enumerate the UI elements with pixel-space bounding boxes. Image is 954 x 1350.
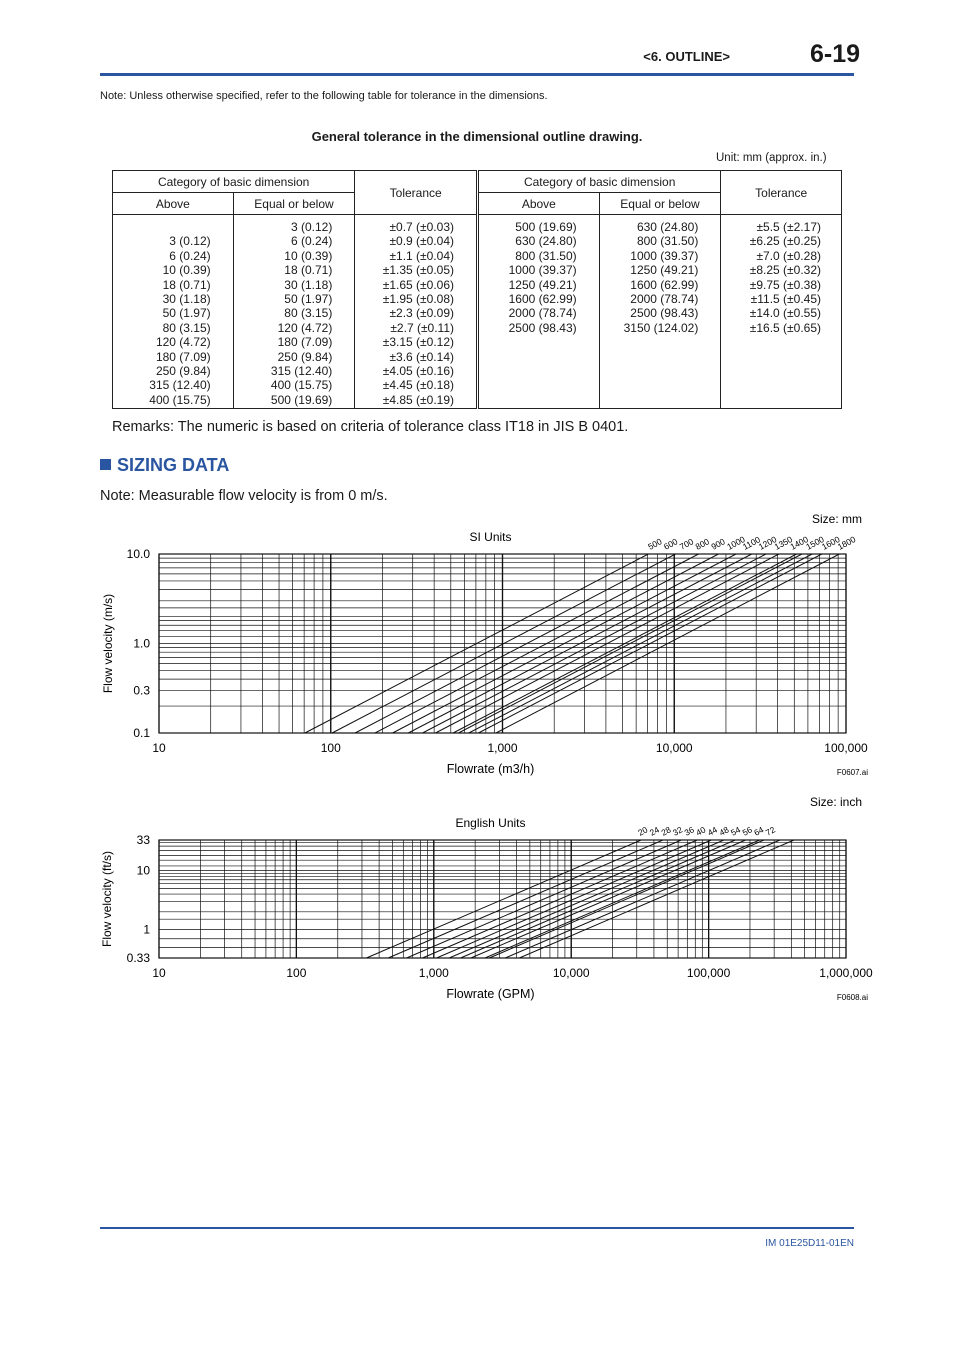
table-cell: 10 (0.39) — [162, 263, 211, 278]
series-label: 28 — [659, 824, 673, 838]
table-cell: 1000 (39.37) — [508, 263, 577, 278]
table-cell: ±4.05 (±0.16) — [382, 364, 454, 379]
series-label: 1350 — [772, 534, 795, 552]
tolerance-header: Tolerance — [721, 171, 842, 215]
x-tick-label: 10,000 — [655, 741, 693, 755]
section-header: <6. OUTLINE> — [643, 49, 730, 64]
series-label: 1800 — [835, 534, 858, 552]
table-cell: 18 (0.71) — [284, 263, 333, 278]
series-label: 500 — [646, 536, 664, 552]
table-cell: 18 (0.71) — [162, 277, 211, 292]
table-cell — [113, 220, 211, 234]
equal-below-header: Equal or below — [233, 193, 355, 215]
tolerance-note: Note: Unless otherwise specified, refer to the following table for tolerance in the dimensions. — [100, 90, 548, 102]
chart-title: SI Units — [469, 530, 512, 544]
table-cell: ±7.0 (±0.28) — [756, 248, 821, 263]
table-cell: ±11.5 (±0.45) — [750, 292, 821, 307]
table-cell: 1600 (62.99) — [508, 292, 577, 307]
tolerance-column — [355, 215, 477, 409]
above-column — [113, 215, 234, 409]
y-axis-label: Flow velocity (ft/s) — [100, 850, 114, 948]
table-cell: 80 (3.15) — [162, 320, 211, 335]
x-tick-label: 10 — [152, 741, 166, 755]
table-cell: 2500 (98.43) — [630, 306, 699, 321]
table-title: General tolerance in the dimensional outline drawing. — [311, 129, 643, 144]
series-label: 72 — [763, 824, 777, 838]
series-label: 20 — [636, 824, 650, 838]
tolerance-table-left — [112, 170, 477, 409]
series-line — [449, 840, 724, 958]
table-cell: ±8.25 (±0.32) — [749, 263, 821, 278]
flow-note: Note: Measurable flow velocity is from 0 m/s. — [100, 488, 388, 504]
table-cell: ±2.7 (±0.11) — [390, 320, 454, 335]
si-units-chart — [0, 508, 954, 790]
page-number: 6-19 — [810, 40, 861, 68]
table-cell: 6 (0.24) — [290, 234, 333, 249]
y-tick-label: 10.0 — [126, 547, 150, 561]
table-cell: ±16.5 (±0.65) — [749, 320, 821, 335]
table-cell: 400 (15.75) — [270, 378, 333, 393]
table-cell: 630 (24.80) — [515, 234, 577, 249]
document-code: IM 01E25D11-01EN — [765, 1238, 854, 1249]
equal-below-header: Equal or below — [599, 193, 721, 215]
y-tick-label: 0.3 — [133, 683, 150, 698]
series-label: 1200 — [756, 534, 779, 552]
table-cell: 50 (1.97) — [162, 306, 211, 321]
table-cell: 180 (7.09) — [155, 349, 211, 364]
table-cell: 10 (0.39) — [284, 248, 333, 263]
category-header: Category of basic dimension — [479, 171, 721, 193]
table-cell: 400 (15.75) — [149, 392, 211, 407]
x-tick-label: 1,000 — [487, 741, 518, 755]
table-cell: 30 (1.18) — [284, 277, 333, 292]
table-cell: 250 (9.84) — [155, 364, 211, 379]
tolerance-header: Tolerance — [355, 171, 477, 215]
x-tick-label: 100,000 — [824, 741, 868, 755]
figure-id: F0608.ai — [836, 993, 868, 1002]
above-header: Above — [113, 193, 234, 215]
table-cell: ±6.25 (±0.25) — [749, 234, 821, 249]
x-tick-label: 1,000,000 — [819, 966, 873, 980]
series-label: 1500 — [804, 534, 826, 552]
table-cell: ±2.3 (±0.09) — [389, 306, 454, 321]
table-cell: 2500 (98.43) — [508, 320, 577, 335]
table-cell: 3 (0.12) — [290, 220, 333, 234]
table-cell: ±5.5 (±2.17) — [756, 220, 821, 234]
header-rule — [100, 73, 854, 76]
series-label: 56 — [740, 824, 754, 838]
series-label: 1100 — [741, 534, 762, 552]
series-line — [437, 840, 712, 958]
table-cell: 50 (1.97) — [284, 292, 333, 307]
series-line — [489, 840, 764, 958]
table-unit: Unit: mm (approx. in.) — [716, 152, 827, 164]
table-cell: 500 (19.69) — [270, 392, 333, 407]
tolerance-column — [721, 215, 842, 409]
table-cell: 800 (31.50) — [515, 248, 577, 263]
section-title-text: SIZING DATA — [117, 455, 230, 475]
table-cell: ±4.85 (±0.19) — [382, 392, 454, 407]
table-cell: 1600 (62.99) — [630, 277, 699, 292]
table-cell: ±14.0 (±0.55) — [749, 306, 821, 321]
x-tick-label: 10 — [152, 966, 166, 980]
figure-id: F0607.ai — [836, 768, 868, 777]
y-tick-label: 1.0 — [133, 636, 150, 651]
series-label: 800 — [693, 536, 711, 552]
series-label: 54 — [729, 824, 743, 838]
chart-title: English Units — [455, 816, 526, 830]
equal-below-column — [233, 215, 355, 409]
table-cell: 250 (9.84) — [277, 349, 333, 364]
series-label: 32 — [671, 824, 685, 838]
table-cell: ±9.75 (±0.38) — [749, 277, 821, 292]
y-axis-label: Flow velocity (m/s) — [101, 593, 115, 694]
table-cell: ±1.65 (±0.06) — [382, 277, 454, 292]
square-bullet-icon — [100, 459, 111, 470]
series-label: 24 — [647, 824, 661, 838]
tolerance-table-right — [478, 170, 842, 409]
x-tick-label: 100 — [320, 741, 341, 755]
x-tick-label: 1,000 — [418, 966, 449, 980]
x-axis-label: Flowrate (GPM) — [446, 987, 535, 1001]
size-label: Size: inch — [809, 795, 862, 809]
series-line — [505, 840, 780, 958]
series-label: 1600 — [820, 534, 842, 552]
y-tick-label: 0.1 — [133, 726, 150, 740]
table-cell: 3150 (124.02) — [623, 320, 699, 335]
table-cell: ±3.15 (±0.12) — [382, 335, 454, 350]
x-tick-label: 100,000 — [686, 966, 731, 980]
table-cell: 800 (31.50) — [636, 234, 699, 249]
table-cell: 3 (0.12) — [169, 234, 211, 249]
size-label: Size: mm — [811, 512, 862, 526]
x-tick-label: 10,000 — [552, 966, 590, 980]
series-label: 900 — [709, 536, 727, 552]
table-cell: 1250 (49.21) — [630, 263, 699, 278]
table-cell: ±3.6 (±0.14) — [389, 349, 454, 364]
table-cell: 6 (0.24) — [169, 248, 211, 263]
english-units-chart — [0, 792, 954, 1007]
series-line — [366, 840, 641, 958]
table-cell: 315 (12.40) — [270, 364, 333, 379]
table-cell: 315 (12.40) — [149, 378, 211, 393]
equal-below-column — [599, 215, 721, 409]
remarks: Remarks: The numeric is based on criteria of tolerance class IT18 in JIS B 0401. — [112, 419, 629, 435]
table-cell: 1250 (49.21) — [508, 277, 577, 292]
y-tick-label: 1 — [143, 922, 150, 937]
series-line — [471, 840, 746, 958]
series-line — [460, 840, 735, 958]
above-column — [479, 215, 600, 409]
table-cell: ±1.35 (±0.05) — [382, 263, 454, 278]
series-label: 64 — [752, 824, 766, 838]
footer-rule — [100, 1227, 854, 1229]
table-cell: ±1.95 (±0.08) — [382, 292, 454, 307]
table-cell: 80 (3.15) — [284, 306, 333, 321]
table-cell: 2000 (78.74) — [508, 306, 577, 321]
series-label: 1000 — [725, 534, 747, 552]
section-title — [100, 455, 229, 476]
table-cell: 500 (19.69) — [515, 220, 577, 234]
series-label: 1400 — [788, 534, 810, 552]
table-cell: 30 (1.18) — [162, 292, 211, 307]
y-tick-label: 10 — [136, 863, 150, 878]
series-label: 700 — [677, 536, 696, 552]
table-cell: ±4.45 (±0.18) — [382, 378, 454, 393]
x-axis-label: Flowrate (m3/h) — [446, 762, 535, 776]
series-label: 44 — [705, 824, 719, 838]
series-label: 36 — [682, 824, 696, 838]
table-cell: 2000 (78.74) — [630, 292, 699, 307]
table-cell: ±0.9 (±0.04) — [389, 234, 454, 249]
y-tick-label: 33 — [136, 833, 150, 847]
above-header: Above — [479, 193, 600, 215]
table-cell: 120 (4.72) — [155, 335, 211, 350]
category-header: Category of basic dimension — [113, 171, 355, 193]
table-cell: ±1.1 (±0.04) — [389, 248, 454, 263]
table-cell: 180 (7.09) — [277, 335, 333, 350]
table-cell: 1000 (39.37) — [630, 248, 699, 263]
table-cell: ±0.7 (±0.03) — [389, 220, 454, 234]
table-cell: 630 (24.80) — [636, 220, 699, 234]
x-tick-label: 100 — [286, 966, 307, 980]
series-label: 48 — [717, 824, 731, 838]
table-cell: 120 (4.72) — [277, 320, 333, 335]
series-line — [407, 840, 682, 958]
series-label: 40 — [694, 824, 708, 838]
series-label: 600 — [662, 536, 680, 552]
y-tick-label: 0.33 — [126, 951, 150, 965]
